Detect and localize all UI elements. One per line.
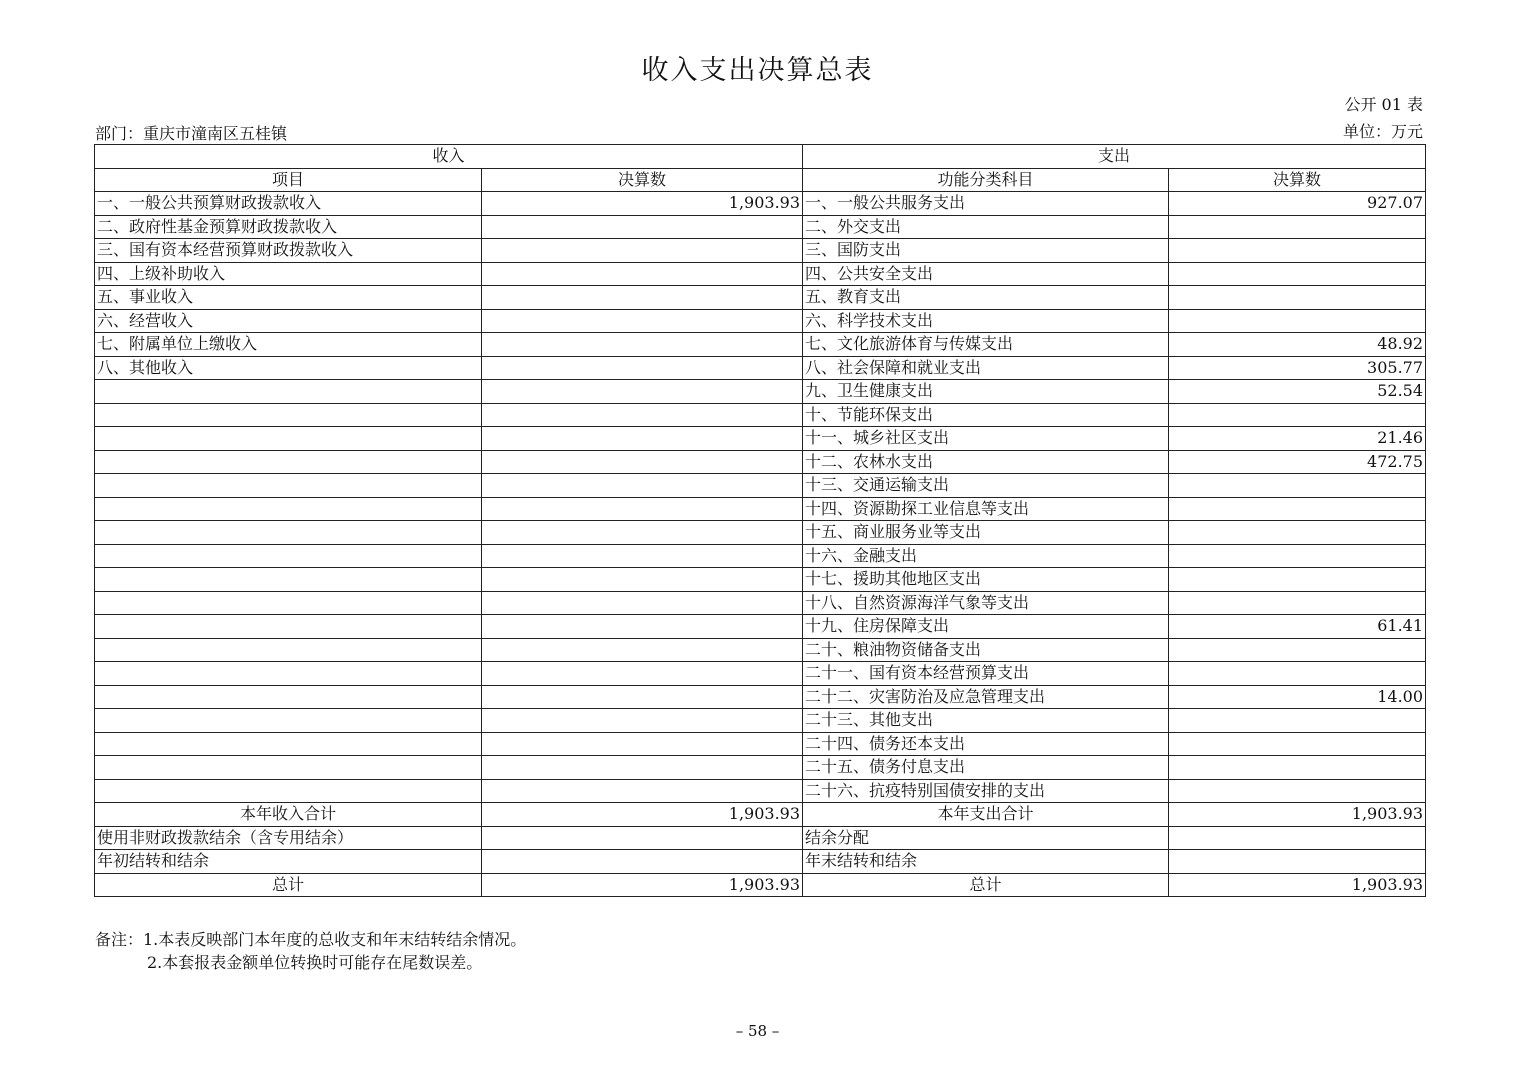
income-item-cell: 本年收入合计 bbox=[95, 803, 482, 827]
income-group-header: 收入 bbox=[95, 145, 803, 169]
expense-amount-cell bbox=[1169, 262, 1426, 286]
income-item-cell: 七、附属单位上缴收入 bbox=[95, 333, 482, 357]
col-income-amount: 决算数 bbox=[482, 168, 803, 192]
expense-amount-cell bbox=[1169, 215, 1426, 239]
expense-amount-cell bbox=[1169, 474, 1426, 498]
income-item-cell: 六、经营收入 bbox=[95, 309, 482, 333]
income-amount-cell bbox=[482, 497, 803, 521]
income-amount-cell: 1,903.93 bbox=[482, 803, 803, 827]
table-row bbox=[95, 850, 1426, 874]
income-item-cell bbox=[95, 497, 482, 521]
expense-item-cell: 十二、农林水支出 bbox=[803, 450, 1169, 474]
income-item-cell: 总计 bbox=[95, 873, 482, 897]
table-row bbox=[95, 403, 1426, 427]
income-item-cell bbox=[95, 591, 482, 615]
expense-amount-cell bbox=[1169, 497, 1426, 521]
expense-amount-cell bbox=[1169, 403, 1426, 427]
table-row bbox=[95, 732, 1426, 756]
expense-amount-cell: 1,903.93 bbox=[1169, 803, 1426, 827]
expense-item-cell: 七、文化旅游体育与传媒支出 bbox=[803, 333, 1169, 357]
department-label: 部门：重庆市潼南区五桂镇 bbox=[95, 124, 288, 143]
income-amount-cell bbox=[482, 215, 803, 239]
table-row bbox=[95, 638, 1426, 662]
income-item-cell bbox=[95, 662, 482, 686]
page-number: – 58 – bbox=[735, 1022, 780, 1040]
income-amount-cell bbox=[482, 779, 803, 803]
income-amount-cell bbox=[482, 521, 803, 545]
col-expense-amount: 决算数 bbox=[1169, 168, 1426, 192]
expense-item-cell: 十七、援助其他地区支出 bbox=[803, 568, 1169, 592]
table-row bbox=[95, 262, 1426, 286]
expense-item-cell: 二十六、抗疫特别国债安排的支出 bbox=[803, 779, 1169, 803]
expense-group-header: 支出 bbox=[803, 145, 1426, 169]
expense-amount-cell: 14.00 bbox=[1169, 685, 1426, 709]
expense-amount-cell bbox=[1169, 709, 1426, 733]
note-line-1: 备注：1.本表反映部门本年度的总收支和年末结转结余情况。 bbox=[95, 930, 527, 949]
income-item-cell: 二、政府性基金预算财政拨款收入 bbox=[95, 215, 482, 239]
expense-item-cell: 八、社会保障和就业支出 bbox=[803, 356, 1169, 380]
table-row bbox=[95, 685, 1426, 709]
expense-amount-cell: 927.07 bbox=[1169, 192, 1426, 216]
income-item-cell bbox=[95, 638, 482, 662]
table-row bbox=[95, 826, 1426, 850]
col-expense-item: 功能分类科目 bbox=[803, 168, 1169, 192]
column-header-row bbox=[95, 168, 1426, 192]
table-row bbox=[95, 709, 1426, 733]
income-amount-cell bbox=[482, 685, 803, 709]
notes bbox=[95, 928, 526, 974]
income-amount-cell bbox=[482, 474, 803, 498]
table-row bbox=[95, 380, 1426, 404]
expense-amount-cell: 61.41 bbox=[1169, 615, 1426, 639]
income-amount-cell bbox=[482, 638, 803, 662]
income-amount-cell bbox=[482, 380, 803, 404]
income-amount-cell bbox=[482, 615, 803, 639]
income-amount-cell bbox=[482, 239, 803, 263]
expense-item-cell: 九、卫生健康支出 bbox=[803, 380, 1169, 404]
income-amount-cell bbox=[482, 544, 803, 568]
expense-amount-cell: 305.77 bbox=[1169, 356, 1426, 380]
income-amount-cell bbox=[482, 591, 803, 615]
expense-amount-cell: 472.75 bbox=[1169, 450, 1426, 474]
expense-amount-cell: 21.46 bbox=[1169, 427, 1426, 451]
expense-item-cell: 二、外交支出 bbox=[803, 215, 1169, 239]
group-header-row bbox=[95, 145, 1426, 169]
expense-amount-cell bbox=[1169, 568, 1426, 592]
expense-item-cell: 二十五、债务付息支出 bbox=[803, 756, 1169, 780]
income-item-cell: 四、上级补助收入 bbox=[95, 262, 482, 286]
income-item-cell bbox=[95, 450, 482, 474]
income-item-cell bbox=[95, 709, 482, 733]
expense-amount-cell bbox=[1169, 239, 1426, 263]
income-item-cell bbox=[95, 427, 482, 451]
expense-item-cell: 六、科学技术支出 bbox=[803, 309, 1169, 333]
income-item-cell bbox=[95, 568, 482, 592]
income-item-cell bbox=[95, 544, 482, 568]
expense-item-cell: 三、国防支出 bbox=[803, 239, 1169, 263]
expense-item-cell: 二十一、国有资本经营预算支出 bbox=[803, 662, 1169, 686]
expense-item-cell: 十九、住房保障支出 bbox=[803, 615, 1169, 639]
expense-amount-cell bbox=[1169, 662, 1426, 686]
income-amount-cell bbox=[482, 333, 803, 357]
income-amount-cell bbox=[482, 403, 803, 427]
income-amount-cell bbox=[482, 732, 803, 756]
income-item-cell bbox=[95, 732, 482, 756]
table-row bbox=[95, 192, 1426, 216]
table-row bbox=[95, 756, 1426, 780]
income-amount-cell bbox=[482, 286, 803, 310]
income-amount-cell: 1,903.93 bbox=[482, 192, 803, 216]
expense-amount-cell bbox=[1169, 850, 1426, 874]
income-amount-cell: 1,903.93 bbox=[482, 873, 803, 897]
income-amount-cell bbox=[482, 662, 803, 686]
expense-item-cell: 二十三、其他支出 bbox=[803, 709, 1169, 733]
income-item-cell: 八、其他收入 bbox=[95, 356, 482, 380]
income-amount-cell bbox=[482, 427, 803, 451]
expense-amount-cell bbox=[1169, 286, 1426, 310]
income-amount-cell bbox=[482, 356, 803, 380]
table-row bbox=[95, 215, 1426, 239]
page-title: 收入支出决算总表 bbox=[641, 55, 874, 86]
income-amount-cell bbox=[482, 450, 803, 474]
table-row bbox=[95, 568, 1426, 592]
table-row bbox=[95, 474, 1426, 498]
income-item-cell bbox=[95, 615, 482, 639]
expense-item-cell: 十五、商业服务业等支出 bbox=[803, 521, 1169, 545]
expense-item-cell: 五、教育支出 bbox=[803, 286, 1169, 310]
table-row bbox=[95, 427, 1426, 451]
table-row bbox=[95, 544, 1426, 568]
expense-item-cell: 二十四、债务还本支出 bbox=[803, 732, 1169, 756]
income-expense-table bbox=[94, 144, 1426, 897]
expense-amount-cell bbox=[1169, 638, 1426, 662]
expense-item-cell: 年末结转和结余 bbox=[803, 850, 1169, 874]
note-line-2: 2.本套报表金额单位转换时可能存在尾数误差。 bbox=[147, 953, 483, 972]
table-row bbox=[95, 356, 1426, 380]
income-item-cell bbox=[95, 403, 482, 427]
expense-item-cell: 总计 bbox=[803, 873, 1169, 897]
expense-item-cell: 十八、自然资源海洋气象等支出 bbox=[803, 591, 1169, 615]
table-row bbox=[95, 779, 1426, 803]
expense-item-cell: 一、一般公共服务支出 bbox=[803, 192, 1169, 216]
expense-amount-cell bbox=[1169, 779, 1426, 803]
expense-item-cell: 十三、交通运输支出 bbox=[803, 474, 1169, 498]
income-item-cell bbox=[95, 779, 482, 803]
form-number: 公开 01 表 bbox=[1344, 95, 1423, 114]
table-row bbox=[95, 615, 1426, 639]
expense-amount-cell bbox=[1169, 544, 1426, 568]
income-amount-cell bbox=[482, 826, 803, 850]
table-row bbox=[95, 497, 1426, 521]
expense-item-cell: 十一、城乡社区支出 bbox=[803, 427, 1169, 451]
expense-item-cell: 本年支出合计 bbox=[803, 803, 1169, 827]
income-amount-cell bbox=[482, 756, 803, 780]
income-item-cell bbox=[95, 521, 482, 545]
table-row bbox=[95, 591, 1426, 615]
income-item-cell: 年初结转和结余 bbox=[95, 850, 482, 874]
unit-label: 单位：万元 bbox=[1342, 122, 1423, 141]
expense-item-cell: 十六、金融支出 bbox=[803, 544, 1169, 568]
expense-item-cell: 二十二、灾害防治及应急管理支出 bbox=[803, 685, 1169, 709]
table-row bbox=[95, 286, 1426, 310]
expense-amount-cell bbox=[1169, 309, 1426, 333]
income-item-cell bbox=[95, 756, 482, 780]
income-item-cell: 三、国有资本经营预算财政拨款收入 bbox=[95, 239, 482, 263]
col-income-item: 项目 bbox=[95, 168, 482, 192]
expense-amount-cell: 1,903.93 bbox=[1169, 873, 1426, 897]
income-item-cell: 使用非财政拨款结余（含专用结余） bbox=[95, 826, 482, 850]
expense-item-cell: 十四、资源勘探工业信息等支出 bbox=[803, 497, 1169, 521]
table-row bbox=[95, 521, 1426, 545]
expense-amount-cell bbox=[1169, 826, 1426, 850]
table-row bbox=[95, 239, 1426, 263]
income-item-cell: 五、事业收入 bbox=[95, 286, 482, 310]
expense-item-cell: 四、公共安全支出 bbox=[803, 262, 1169, 286]
income-item-cell bbox=[95, 474, 482, 498]
expense-amount-cell bbox=[1169, 756, 1426, 780]
income-amount-cell bbox=[482, 262, 803, 286]
income-amount-cell bbox=[482, 709, 803, 733]
expense-amount-cell: 48.92 bbox=[1169, 333, 1426, 357]
expense-amount-cell bbox=[1169, 732, 1426, 756]
total-row bbox=[95, 873, 1426, 897]
table-row bbox=[95, 333, 1426, 357]
income-item-cell: 一、一般公共预算财政拨款收入 bbox=[95, 192, 482, 216]
income-amount-cell bbox=[482, 568, 803, 592]
expense-item-cell: 十、节能环保支出 bbox=[803, 403, 1169, 427]
income-item-cell bbox=[95, 685, 482, 709]
expense-amount-cell bbox=[1169, 591, 1426, 615]
table-row bbox=[95, 450, 1426, 474]
income-amount-cell bbox=[482, 850, 803, 874]
income-amount-cell bbox=[482, 309, 803, 333]
expense-amount-cell bbox=[1169, 521, 1426, 545]
table-row bbox=[95, 309, 1426, 333]
income-item-cell bbox=[95, 380, 482, 404]
expense-item-cell: 二十、粮油物资储备支出 bbox=[803, 638, 1169, 662]
subtotal-row bbox=[95, 803, 1426, 827]
expense-amount-cell: 52.54 bbox=[1169, 380, 1426, 404]
expense-item-cell: 结余分配 bbox=[803, 826, 1169, 850]
table-row bbox=[95, 662, 1426, 686]
